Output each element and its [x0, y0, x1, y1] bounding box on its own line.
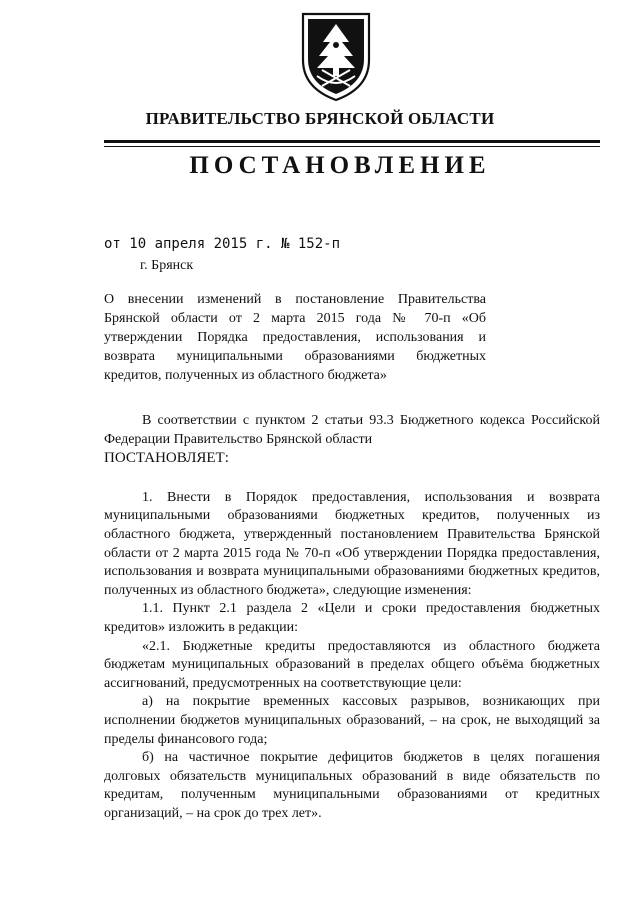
- paragraph-2-1: «2.1. Бюджетные кредиты предоставляются из областного бюджета бюджетам муниципальных образований в пределах общего объёма бюджетных ассигнований, предусмотренных на соответствующие цели:: [104, 638, 600, 691]
- document-type: ПОСТАНОВЛЕНИЕ: [189, 152, 491, 179]
- city: г. Брянск: [140, 258, 194, 273]
- government-title: ПРАВИТЕЛЬСТВО БРЯНСКОЙ ОБЛАСТИ: [145, 109, 495, 128]
- paragraph-b: б) на частичное покрытие дефицитов бюджетов в целях погашения долговых обязательств муниципальных образований в виде обязательств по кредитам, полученным муниципальными образованиями от кредитных организаций, – на срок до трех лет».: [104, 750, 600, 821]
- paragraph-1: 1. Внести в Порядок предоставления, использования и возврата муниципальными образованиями бюджетных кредитов, полученных из областного бюджета, утвержденный постановлением Правительства Брянской области от 2 марта 2015 года № 70-п «Об утверждении Порядка предоставления, использования и возврата муниципальными образованиями бюджетных кредитов, полученных из областного бюджета», следующие изменения:: [104, 489, 600, 598]
- paragraph-a: а) на покрытие временных кассовых разрывов, возникающих при исполнении бюджетов муниципальных образований, – на срок, не выходящий за пределы финансового года;: [104, 694, 600, 747]
- preamble: В соответствии с пунктом 2 статьи 93.3 Бюджетного кодекса Российской Федерации Правительство Брянской области: [104, 413, 600, 447]
- header-rule-thin: [104, 146, 600, 147]
- paragraph-1-1: 1.1. Пункт 2.1 раздела 2 «Цели и сроки предоставления бюджетных кредитов» изложить в редакции:: [104, 601, 600, 635]
- bryansk-coat-of-arms-icon: [297, 10, 375, 102]
- document-subject: О внесении изменений в постановление Правительства Брянской области от 2 марта 2015 года № 70-п «Об утверждении Порядка предоставления, использования и возврата муниципальными образованиями бюджетных кредитов, полученных из областного бюджета»: [104, 292, 486, 383]
- document-body: [104, 412, 600, 823]
- resolves-keyword: ПОСТАНОВЛЯЕТ:: [104, 450, 229, 467]
- header-rule-thick: [104, 140, 600, 143]
- date-and-number: от 10 апреля 2015 г. № 152-п: [104, 236, 341, 252]
